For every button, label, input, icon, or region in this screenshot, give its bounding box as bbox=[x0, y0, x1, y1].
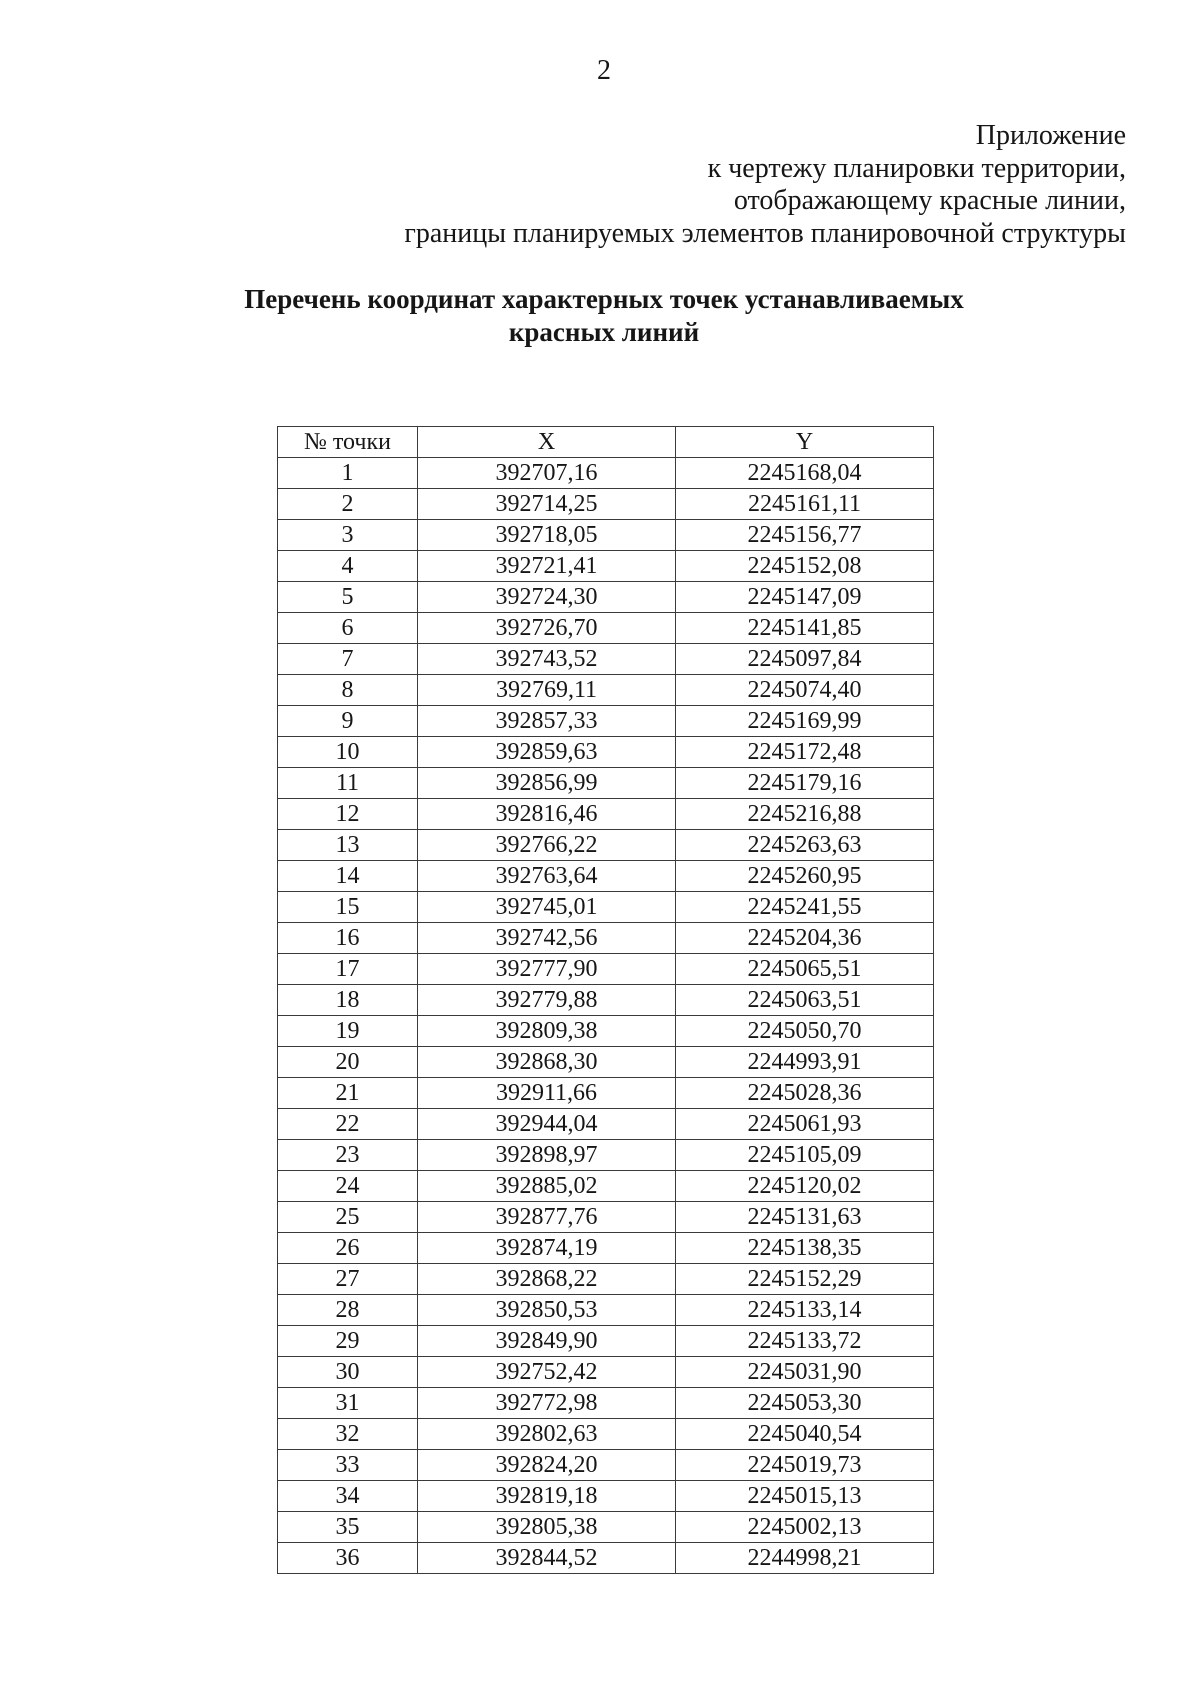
x-coordinate-cell: 392809,38 bbox=[418, 1016, 676, 1047]
point-number-cell: 29 bbox=[278, 1326, 418, 1357]
point-number-cell: 18 bbox=[278, 985, 418, 1016]
appendix-note bbox=[404, 120, 1126, 250]
table-row bbox=[278, 520, 934, 551]
point-number-cell: 3 bbox=[278, 520, 418, 551]
appendix-line-3: отображающему красные линии, bbox=[733, 185, 1126, 217]
y-coordinate-cell: 2245133,14 bbox=[676, 1295, 934, 1326]
table-row bbox=[278, 1078, 934, 1109]
x-coordinate-cell: 392779,88 bbox=[418, 985, 676, 1016]
table-row bbox=[278, 954, 934, 985]
x-coordinate-cell: 392745,01 bbox=[418, 892, 676, 923]
y-coordinate-cell: 2245169,99 bbox=[676, 706, 934, 737]
table-row bbox=[278, 1326, 934, 1357]
x-coordinate-cell: 392850,53 bbox=[418, 1295, 676, 1326]
x-coordinate-cell: 392718,05 bbox=[418, 520, 676, 551]
x-coordinate-cell: 392885,02 bbox=[418, 1171, 676, 1202]
point-number-cell: 34 bbox=[278, 1481, 418, 1512]
x-coordinate-cell: 392742,56 bbox=[418, 923, 676, 954]
x-coordinate-cell: 392856,99 bbox=[418, 768, 676, 799]
x-coordinate-cell: 392944,04 bbox=[418, 1109, 676, 1140]
y-coordinate-cell: 2244998,21 bbox=[676, 1543, 934, 1574]
table-row bbox=[278, 582, 934, 613]
table-row bbox=[278, 923, 934, 954]
table-row bbox=[278, 985, 934, 1016]
y-coordinate-cell: 2245065,51 bbox=[676, 954, 934, 985]
point-number-cell: 1 bbox=[278, 458, 418, 489]
x-coordinate-cell: 392724,30 bbox=[418, 582, 676, 613]
x-coordinate-cell: 392849,90 bbox=[418, 1326, 676, 1357]
point-number-cell: 2 bbox=[278, 489, 418, 520]
x-coordinate-cell: 392766,22 bbox=[418, 830, 676, 861]
x-coordinate-cell: 392911,66 bbox=[418, 1078, 676, 1109]
point-number-cell: 24 bbox=[278, 1171, 418, 1202]
x-coordinate-cell: 392868,30 bbox=[418, 1047, 676, 1078]
point-number-cell: 8 bbox=[278, 675, 418, 706]
y-coordinate-cell: 2245152,29 bbox=[676, 1264, 934, 1295]
point-number-cell: 11 bbox=[278, 768, 418, 799]
y-coordinate-cell: 2245216,88 bbox=[676, 799, 934, 830]
point-number-cell: 28 bbox=[278, 1295, 418, 1326]
y-coordinate-cell: 2245019,73 bbox=[676, 1450, 934, 1481]
table-row bbox=[278, 1295, 934, 1326]
point-number-cell: 15 bbox=[278, 892, 418, 923]
table-row bbox=[278, 706, 934, 737]
table-row bbox=[278, 675, 934, 706]
point-number-cell: 5 bbox=[278, 582, 418, 613]
point-number-cell: 6 bbox=[278, 613, 418, 644]
point-number-cell: 21 bbox=[278, 1078, 418, 1109]
y-coordinate-cell: 2245179,16 bbox=[676, 768, 934, 799]
title-line-1: Перечень координат характерных точек устанавливаемых bbox=[244, 284, 964, 314]
x-coordinate-cell: 392877,76 bbox=[418, 1202, 676, 1233]
y-coordinate-cell: 2245204,36 bbox=[676, 923, 934, 954]
x-coordinate-cell: 392857,33 bbox=[418, 706, 676, 737]
y-coordinate-cell: 2245074,40 bbox=[676, 675, 934, 706]
table-row bbox=[278, 1419, 934, 1450]
point-number-cell: 27 bbox=[278, 1264, 418, 1295]
table-row bbox=[278, 799, 934, 830]
point-number-cell: 32 bbox=[278, 1419, 418, 1450]
y-coordinate-cell: 2245168,04 bbox=[676, 458, 934, 489]
x-coordinate-cell: 392763,64 bbox=[418, 861, 676, 892]
y-coordinate-cell: 2245028,36 bbox=[676, 1078, 934, 1109]
y-coordinate-cell: 2245260,95 bbox=[676, 861, 934, 892]
table-row bbox=[278, 1543, 934, 1574]
x-coordinate-cell: 392844,52 bbox=[418, 1543, 676, 1574]
x-coordinate-cell: 392769,11 bbox=[418, 675, 676, 706]
page-number: 2 bbox=[597, 55, 611, 86]
point-number-cell: 36 bbox=[278, 1543, 418, 1574]
x-coordinate-cell: 392824,20 bbox=[418, 1450, 676, 1481]
y-coordinate-cell: 2245015,13 bbox=[676, 1481, 934, 1512]
column-header-y: Y bbox=[676, 427, 934, 458]
table-row bbox=[278, 1264, 934, 1295]
x-coordinate-cell: 392868,22 bbox=[418, 1264, 676, 1295]
point-number-cell: 35 bbox=[278, 1512, 418, 1543]
y-coordinate-cell: 2245061,93 bbox=[676, 1109, 934, 1140]
column-header-x: X bbox=[418, 427, 676, 458]
x-coordinate-cell: 392819,18 bbox=[418, 1481, 676, 1512]
x-coordinate-cell: 392805,38 bbox=[418, 1512, 676, 1543]
table-header-row bbox=[278, 427, 934, 458]
table-row bbox=[278, 1171, 934, 1202]
table-row bbox=[278, 892, 934, 923]
table-row bbox=[278, 1512, 934, 1543]
point-number-cell: 22 bbox=[278, 1109, 418, 1140]
y-coordinate-cell: 2245063,51 bbox=[676, 985, 934, 1016]
x-coordinate-cell: 392772,98 bbox=[418, 1388, 676, 1419]
y-coordinate-cell: 2245147,09 bbox=[676, 582, 934, 613]
y-coordinate-cell: 2245131,63 bbox=[676, 1202, 934, 1233]
appendix-line-1: Приложение bbox=[975, 120, 1126, 151]
table-row bbox=[278, 1140, 934, 1171]
table-row bbox=[278, 458, 934, 489]
table-row bbox=[278, 768, 934, 799]
table-row bbox=[278, 1202, 934, 1233]
point-number-cell: 13 bbox=[278, 830, 418, 861]
y-coordinate-cell: 2245241,55 bbox=[676, 892, 934, 923]
table-row bbox=[278, 1450, 934, 1481]
point-number-cell: 25 bbox=[278, 1202, 418, 1233]
y-coordinate-cell: 2245050,70 bbox=[676, 1016, 934, 1047]
x-coordinate-cell: 392777,90 bbox=[418, 954, 676, 985]
appendix-line-2: к чертежу планировки территории, bbox=[707, 152, 1126, 184]
point-number-cell: 23 bbox=[278, 1140, 418, 1171]
y-coordinate-cell: 2245002,13 bbox=[676, 1512, 934, 1543]
point-number-cell: 7 bbox=[278, 644, 418, 675]
y-coordinate-cell: 2245161,11 bbox=[676, 489, 934, 520]
point-number-cell: 16 bbox=[278, 923, 418, 954]
x-coordinate-cell: 392898,97 bbox=[418, 1140, 676, 1171]
table-row bbox=[278, 830, 934, 861]
y-coordinate-cell: 2245141,85 bbox=[676, 613, 934, 644]
point-number-cell: 20 bbox=[278, 1047, 418, 1078]
y-coordinate-cell: 2245133,72 bbox=[676, 1326, 934, 1357]
y-coordinate-cell: 2244993,91 bbox=[676, 1047, 934, 1078]
y-coordinate-cell: 2245120,02 bbox=[676, 1171, 934, 1202]
table-row bbox=[278, 1047, 934, 1078]
x-coordinate-cell: 392726,70 bbox=[418, 613, 676, 644]
y-coordinate-cell: 2245138,35 bbox=[676, 1233, 934, 1264]
point-number-cell: 9 bbox=[278, 706, 418, 737]
table-row bbox=[278, 1481, 934, 1512]
appendix-line-4: границы планируемых элементов планировочной структуры bbox=[404, 217, 1126, 249]
point-number-cell: 4 bbox=[278, 551, 418, 582]
x-coordinate-cell: 392802,63 bbox=[418, 1419, 676, 1450]
table-row bbox=[278, 1016, 934, 1047]
x-coordinate-cell: 392707,16 bbox=[418, 458, 676, 489]
point-number-cell: 33 bbox=[278, 1450, 418, 1481]
point-number-cell: 31 bbox=[278, 1388, 418, 1419]
point-number-cell: 30 bbox=[278, 1357, 418, 1388]
table-row bbox=[278, 644, 934, 675]
table-row bbox=[278, 489, 934, 520]
y-coordinate-cell: 2245031,90 bbox=[676, 1357, 934, 1388]
y-coordinate-cell: 2245172,48 bbox=[676, 737, 934, 768]
y-coordinate-cell: 2245156,77 bbox=[676, 520, 934, 551]
table-row bbox=[278, 861, 934, 892]
y-coordinate-cell: 2245263,63 bbox=[676, 830, 934, 861]
point-number-cell: 17 bbox=[278, 954, 418, 985]
column-header-point-number: № точки bbox=[278, 427, 418, 458]
table-row bbox=[278, 1357, 934, 1388]
point-number-cell: 19 bbox=[278, 1016, 418, 1047]
y-coordinate-cell: 2245040,54 bbox=[676, 1419, 934, 1450]
point-number-cell: 10 bbox=[278, 737, 418, 768]
table-row bbox=[278, 1388, 934, 1419]
table-body bbox=[278, 458, 934, 1574]
y-coordinate-cell: 2245053,30 bbox=[676, 1388, 934, 1419]
x-coordinate-cell: 392752,42 bbox=[418, 1357, 676, 1388]
point-number-cell: 26 bbox=[278, 1233, 418, 1264]
y-coordinate-cell: 2245097,84 bbox=[676, 644, 934, 675]
y-coordinate-cell: 2245152,08 bbox=[676, 551, 934, 582]
table-row bbox=[278, 1233, 934, 1264]
x-coordinate-cell: 392721,41 bbox=[418, 551, 676, 582]
table-row bbox=[278, 551, 934, 582]
table-row bbox=[278, 737, 934, 768]
x-coordinate-cell: 392859,63 bbox=[418, 737, 676, 768]
point-number-cell: 14 bbox=[278, 861, 418, 892]
x-coordinate-cell: 392743,52 bbox=[418, 644, 676, 675]
x-coordinate-cell: 392714,25 bbox=[418, 489, 676, 520]
x-coordinate-cell: 392874,19 bbox=[418, 1233, 676, 1264]
table-row bbox=[278, 1109, 934, 1140]
y-coordinate-cell: 2245105,09 bbox=[676, 1140, 934, 1171]
x-coordinate-cell: 392816,46 bbox=[418, 799, 676, 830]
title-line-2: красных линий bbox=[508, 317, 700, 347]
point-number-cell: 12 bbox=[278, 799, 418, 830]
coordinates-table bbox=[277, 426, 934, 1574]
document-title bbox=[104, 283, 1104, 349]
table-row bbox=[278, 613, 934, 644]
